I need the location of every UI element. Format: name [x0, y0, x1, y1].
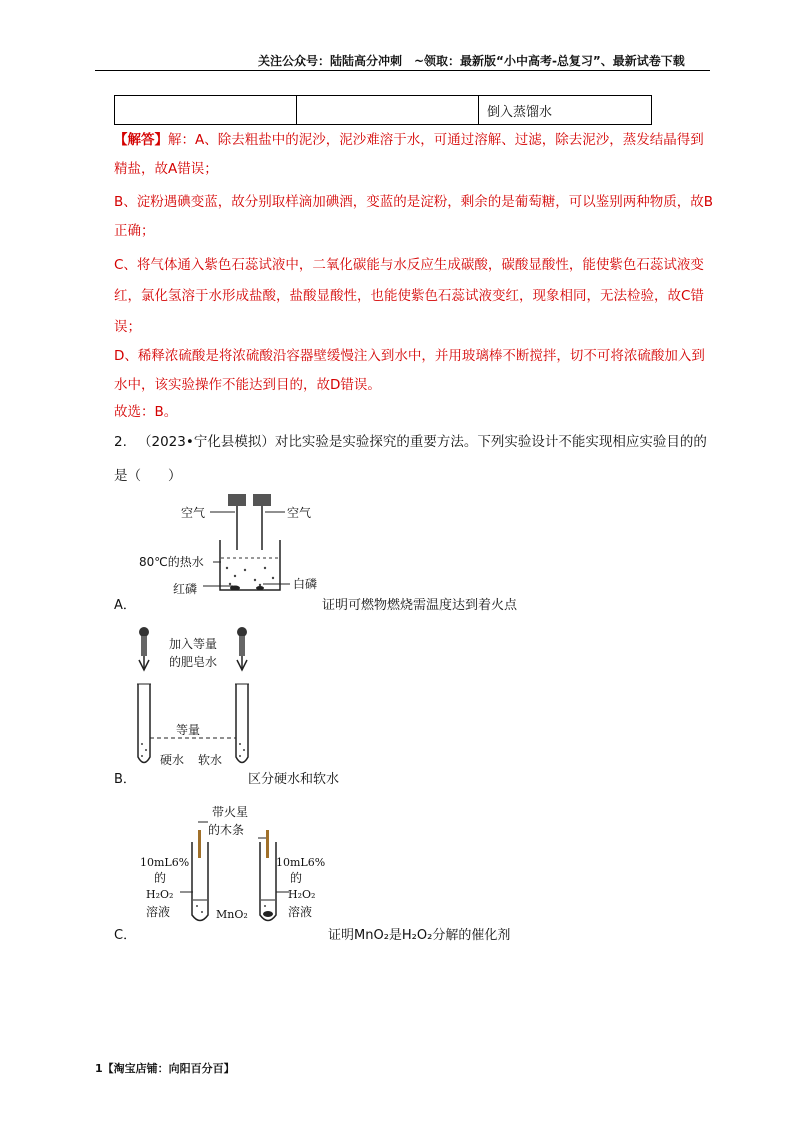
label-equal-amount: 等量	[176, 723, 201, 737]
answer-table-fragment	[114, 95, 652, 125]
label-white-phosphorus: 白磷	[293, 577, 318, 591]
label-mno2: MnO₂	[216, 908, 248, 921]
question-number: 2.	[114, 434, 127, 450]
option-a-figure	[135, 490, 335, 602]
answer-intro	[114, 126, 714, 184]
option-c-label: C．	[114, 928, 137, 943]
label-h2o2-right: H₂O₂	[288, 888, 316, 901]
answer-d: D、稀释浓硫酸是将浓硫酸沿容器壁缓慢注入到水中，并用玻璃棒不断搅拌，切不可将浓硫酸加入到水中，该实验操作不能达到目的，故D错误。	[114, 348, 705, 393]
label-hot-water: 80℃的热水	[139, 555, 204, 569]
option-a-desc: 证明可燃物燃烧需温度达到着火点	[322, 598, 518, 613]
label-volume-right: 10mL6%	[276, 856, 326, 869]
label-soft-water: 软水	[198, 753, 223, 767]
label-glowing-splint-2: 的木条	[208, 823, 245, 837]
question-stem-line2: 是（ ）	[114, 468, 182, 484]
header-divider	[95, 70, 710, 71]
label-solution-right: 溶液	[288, 905, 313, 919]
label-red-phosphorus: 红磷	[173, 582, 198, 596]
option-b-label: B．	[114, 772, 136, 787]
answer-intro-text: 解：A、除去粗盐中的泥沙，泥沙难溶于水，可通过溶解、过滤，除去泥沙，蒸发结晶得到精盐，故A错误；	[114, 132, 704, 177]
option-b-desc: 区分硬水和软水	[248, 772, 340, 787]
option-a-label: A．	[114, 598, 136, 613]
label-air-left: 空气	[181, 506, 206, 520]
label-hard-water: 硬水	[160, 753, 185, 767]
label-air-right: 空气	[287, 506, 312, 520]
label-glowing-splint-1: 带火星	[212, 805, 249, 819]
option-c-desc: 证明MnO₂是H₂O₂分解的催化剂	[328, 928, 511, 943]
label-add-equal: 加入等量	[169, 637, 218, 651]
label-of-left: 的	[154, 871, 167, 885]
answer-c: C、将气体通入紫色石蕊试液中，二氧化碳能与水反应生成碳酸，碳酸显酸性，能使紫色石蕊试液变红，氯化氢溶于水形成盐酸，盐酸显酸性，也能使紫色石蕊试液变红，现象相同，无法检验，故C错误；	[114, 257, 704, 335]
question-stem-line1: （2023•宁化县模拟）对比实验是实验探究的重要方法。下列实验设计不能实现相应实验目的的	[138, 434, 707, 450]
label-volume-left: 10mL6%	[140, 856, 190, 869]
answer-tag: 【解答】	[114, 132, 168, 148]
label-solution-left: 溶液	[146, 905, 171, 919]
answer-b: B、淀粉遇碘变蓝，故分别取样滴加碘酒，变蓝的是淀粉，剩余的是葡萄糖，可以鉴别两种物质，故B正确；	[114, 194, 714, 239]
table-cell: 倒入蒸馏水	[479, 96, 652, 125]
label-soap-water: 的肥皂水	[169, 655, 218, 669]
option-c-figure	[140, 800, 330, 932]
label-of-right: 的	[290, 871, 303, 885]
table-row	[115, 96, 652, 125]
option-b-figure	[132, 622, 262, 772]
page-footer: 1【淘宝店铺：向阳百分百】	[95, 1062, 235, 1075]
table-cell	[115, 96, 297, 125]
label-h2o2-left: H₂O₂	[146, 888, 174, 901]
table-cell	[297, 96, 479, 125]
page-header: 关注公众号：陆陆高分冲刺 ~领取：最新版“小中高考-总复习”、最新试卷下载	[258, 54, 685, 68]
answer-choice: 故选：B。	[114, 404, 178, 420]
